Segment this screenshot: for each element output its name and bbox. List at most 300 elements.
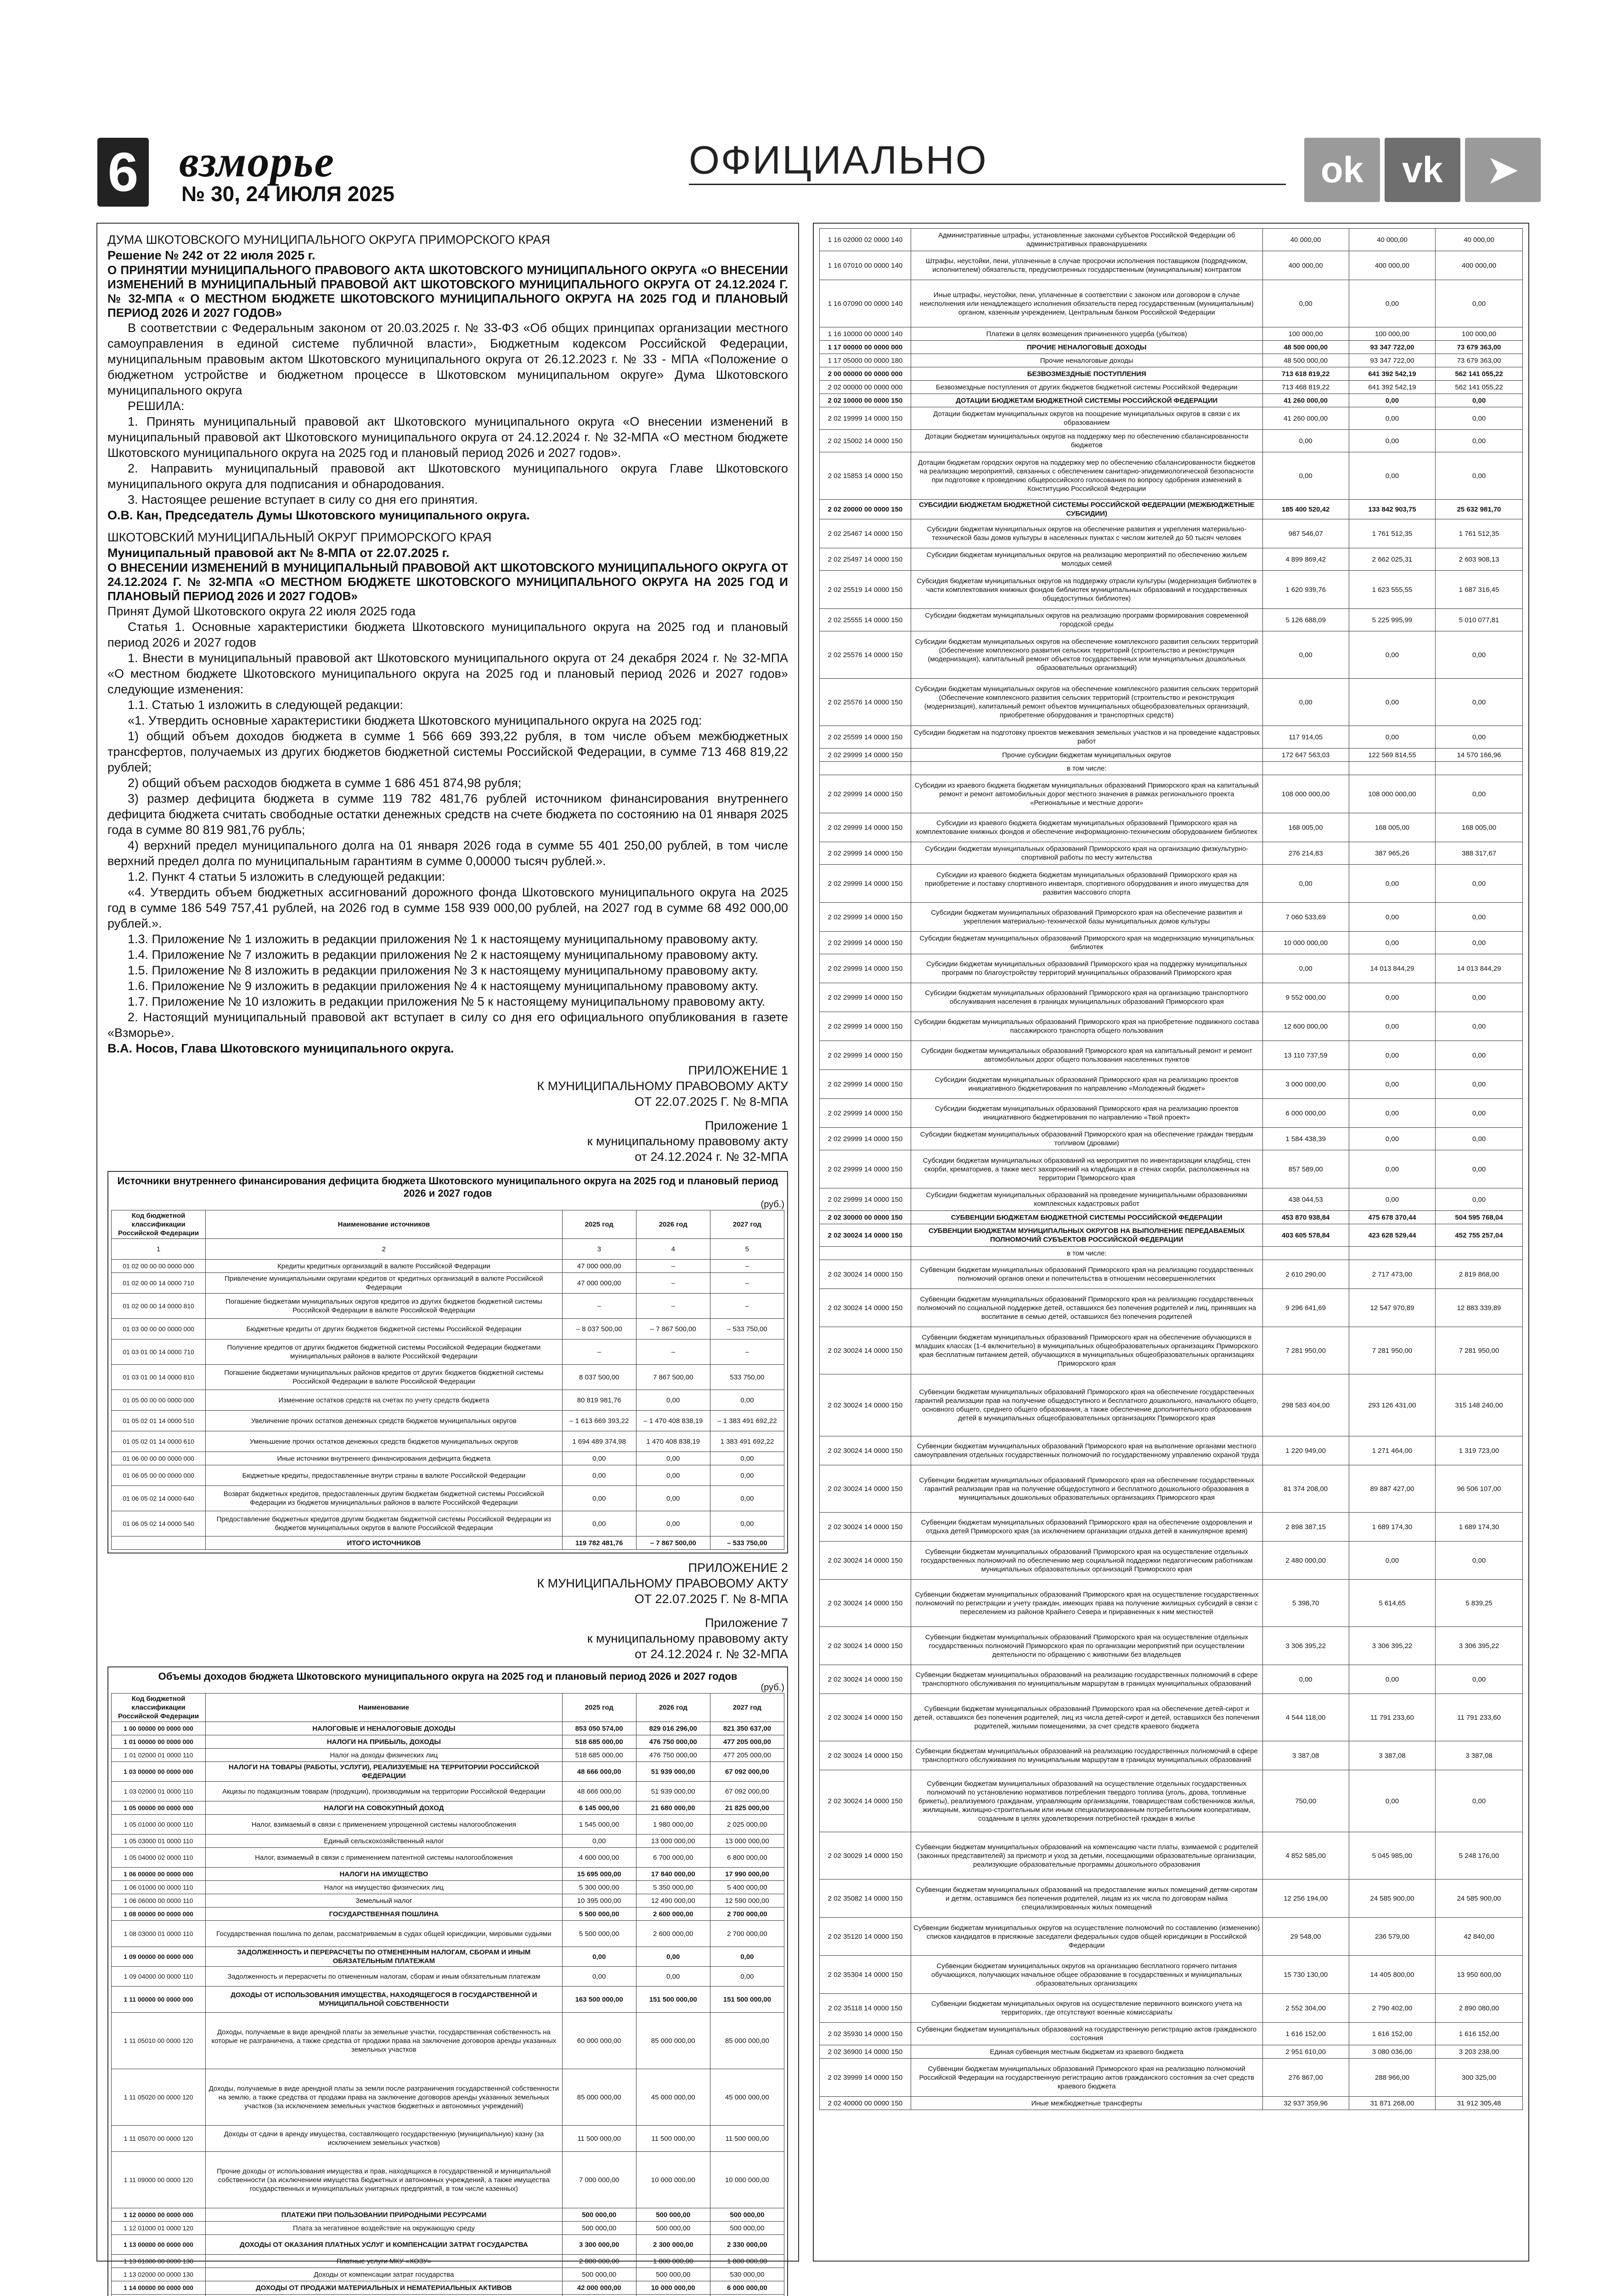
value-2027 <box>1436 1247 1523 1260</box>
table-row <box>820 1150 1523 1188</box>
value-2027: 17 990 000,00 <box>710 1868 784 1881</box>
telegram-icon[interactable]: ➤ <box>1465 138 1541 202</box>
appendix1-table <box>111 1210 784 1550</box>
row-name: Безвозмездные поступления от других бюджетов бюджетной системы Российской Федерации <box>911 381 1263 394</box>
newspaper-logo: взморье <box>179 136 335 187</box>
row-name: Платные услуги МКУ «ХОЗУ» <box>206 2255 562 2268</box>
table-row <box>820 903 1523 932</box>
value-2026: 0,00 <box>636 1465 710 1486</box>
table-row <box>820 932 1523 954</box>
row-name: Субсидии бюджетам муниципальных образований Приморского края на капитальный ремонт и ремонт автомобильных дорог общего пользования населенных пунктов <box>911 1041 1263 1070</box>
value-2027: 2 025 000,00 <box>710 1815 784 1835</box>
value-2026: 0,00 <box>1349 1099 1435 1128</box>
value-2026: 0,00 <box>1349 631 1435 679</box>
row-name: Субвенции бюджетам муниципальных образований на компенсацию части платы, взимаемой с родителей (законных представителей) за присмотр и уход за детьми, посещающими образовательные организации, реализующие образовательные программы дошкольного образования <box>911 1832 1263 1880</box>
row-code: 01 02 00 00 14 0000 810 <box>112 1294 206 1319</box>
row-code: 2 02 30024 14 0000 150 <box>820 1374 911 1436</box>
value-2026: 2 600 000,00 <box>636 1921 710 1947</box>
value-2026: 93 347 722,00 <box>1349 341 1435 354</box>
appendix2-title: Объемы доходов бюджета Шкотовского муниципального округа на 2025 год и плановый период 2026 и 2027 годов <box>111 1670 784 1683</box>
row-name: Субвенции бюджетам муниципальных округов на осуществление первичного воинского учета на территориях, где отсутствуют военные комиссариаты <box>911 1994 1263 2023</box>
table-row <box>112 2152 784 2208</box>
table-row <box>820 842 1523 865</box>
value-2025: 750,00 <box>1262 1770 1349 1832</box>
act-paragraph: 1.3. Приложение № 1 изложить в редакции приложения № 1 к настоящему муниципальному правовому акту. <box>107 931 788 947</box>
value-2025: 0,00 <box>562 1486 636 1511</box>
value-2026: 0,00 <box>1349 726 1435 748</box>
row-code: 2 02 29999 14 0000 150 <box>820 748 911 762</box>
row-name: Погашение бюджетами муниципальных районов кредитов от других бюджетов бюджетной системы Российской Федерации в валюте Российской Федерации <box>206 1365 562 1390</box>
row-name: Субвенции бюджетам муниципальных образований на реализацию государственных полномочий в сфере транспортного обслуживания по муниципальным маршрутам в границах муниципальных образований <box>911 1741 1263 1770</box>
row-code: 2 02 29999 14 0000 150 <box>820 1099 911 1128</box>
odnoklassniki-icon[interactable]: ok <box>1304 138 1380 202</box>
appendix1-sub: Приложение 1 <box>107 1118 788 1133</box>
table-row <box>112 1782 784 1801</box>
value-2025: 100 000,00 <box>1262 327 1349 341</box>
row-name: Налог, взимаемый в связи с применением упрощенной системы налогообложения <box>206 1815 562 1835</box>
value-2027: 3 306 395,22 <box>1436 1627 1523 1665</box>
value-2026: 0,00 <box>1349 407 1435 430</box>
value-2027: 73 679 363,00 <box>1436 354 1523 367</box>
row-name: Субвенции бюджетам муниципальных образований на государственную регистрацию актов гражданского состояния <box>911 2023 1263 2045</box>
value-2025: 0,00 <box>562 1835 636 1848</box>
table-row <box>820 1580 1523 1627</box>
row-name: Субвенции бюджетам муниципальных округов на осуществление полномочий по составлению (изменению) списков кандидатов в присяжные заседатели федеральных судов общей юрисдикции в Российской Федерации <box>911 1918 1263 1956</box>
value-2027: 0,00 <box>1436 1665 1523 1694</box>
row-name: Прочие неналоговые доходы <box>911 354 1263 367</box>
value-2027: 67 092 000,00 <box>710 1762 784 1782</box>
value-2026: 11 500 000,00 <box>636 2126 710 2152</box>
value-2026: 7 281 950,00 <box>1349 1327 1435 1374</box>
value-2027: 12 590 000,00 <box>710 1894 784 1908</box>
value-2027: 477 205 000,00 <box>710 1749 784 1762</box>
row-name: Иные штрафы, неустойки, пени, уплаченные в соответствии с законом или договором в случае неисполнения или ненадлежащего исполнения обязательств перед государственным (муниципальным) органом, казенным учреждением, Центральным банком Российской Федерации <box>911 280 1263 327</box>
table-row <box>820 1374 1523 1436</box>
row-code: 2 02 30024 14 0000 150 <box>820 1627 911 1665</box>
row-code: 2 02 29999 14 0000 150 <box>820 1188 911 1211</box>
row-code: 2 02 25599 14 0000 150 <box>820 726 911 748</box>
value-2027: 1 687 316,45 <box>1436 571 1523 609</box>
value-2027: 0,00 <box>1436 407 1523 430</box>
act-adopted: Принят Думой Шкотовского округа 22 июля 2025 года <box>107 603 788 619</box>
value-2026: 0,00 <box>1349 903 1435 932</box>
act-paragraph: 1.4. Приложение № 7 изложить в редакции приложения № 2 к настоящему муниципальному правовому акту. <box>107 947 788 962</box>
table-row <box>112 1908 784 1921</box>
value-2025: 5 398,70 <box>1262 1580 1349 1627</box>
act-paragraphs <box>107 619 788 1041</box>
appendix2-sub: Приложение 7 <box>107 1615 788 1631</box>
value-2025: – <box>562 1294 636 1319</box>
row-name: Погашение бюджетами муниципальных округов кредитов из других бюджетов бюджетной системы Российской Федерации в валюте Российской Федерации <box>206 1294 562 1319</box>
row-code: 2 02 29999 14 0000 150 <box>820 842 911 865</box>
row-code: 2 02 25555 14 0000 150 <box>820 609 911 631</box>
row-name: Получение кредитов от других бюджетов бюджетной системы Российской Федерации бюджетами муниципальных районов в валюте Российской Федерации <box>206 1339 562 1365</box>
value-2025: 1 694 489 374,98 <box>562 1431 636 1452</box>
value-2026: 1 689 174,30 <box>1349 1513 1435 1542</box>
value-2025: 15 695 000,00 <box>562 1868 636 1881</box>
right-column <box>813 223 1529 2262</box>
value-2025: 400 000,00 <box>1262 251 1349 280</box>
value-2025 <box>562 2295 636 2296</box>
value-2025: 1 616 152,00 <box>1262 2023 1349 2045</box>
value-2025: – <box>562 1339 636 1365</box>
table-row <box>820 519 1523 548</box>
row-code: 2 02 30024 14 0000 150 <box>820 1289 911 1327</box>
value-2026: 1 800 000,00 <box>636 2255 710 2268</box>
value-2025: 0,00 <box>1262 865 1349 903</box>
value-2025: 12 256 194,00 <box>1262 1880 1349 1918</box>
row-code: 1 06 01000 00 0000 110 <box>112 1881 206 1894</box>
value-2025: 713 618 819,22 <box>1262 367 1349 381</box>
row-name: ДОХОДЫ ОТ ПРОДАЖИ МАТЕРИАЛЬНЫХ И НЕМАТЕРИАЛЬНЫХ АКТИВОВ <box>206 2281 562 2295</box>
row-code: 2 02 15853 14 0000 150 <box>820 452 911 500</box>
value-2026 <box>1349 1247 1435 1260</box>
value-2027: 0,00 <box>1436 430 1523 452</box>
vk-icon[interactable]: vk <box>1385 138 1460 202</box>
value-2027: 0,00 <box>1436 903 1523 932</box>
appendix2-sub: к муниципальному правовому акту <box>107 1631 788 1646</box>
value-2027: 300 325,00 <box>1436 2059 1523 2097</box>
value-2025: 4 852 585,00 <box>1262 1832 1349 1880</box>
row-name: ДОХОДЫ ОТ ИСПОЛЬЗОВАНИЯ ИМУЩЕСТВА, НАХОДЯЩЕГОСЯ В ГОСУДАРСТВЕННОЙ И МУНИЦИПАЛЬНОЙ СОБСТВЕННОСТИ <box>206 1986 562 2013</box>
act-block <box>107 529 788 1056</box>
value-2025: 1 584 438,39 <box>1262 1128 1349 1150</box>
table-row <box>112 2013 784 2069</box>
value-2027: 821 350 637,00 <box>710 1722 784 1735</box>
value-2025: 10 000 000,00 <box>1262 932 1349 954</box>
value-2027: 21 825 000,00 <box>710 1801 784 1815</box>
table-row <box>112 1947 784 1967</box>
value-2025: 3 000 000,00 <box>1262 1070 1349 1099</box>
value-2027: 100 000,00 <box>1436 327 1523 341</box>
act-paragraph: 1.7. Приложение № 10 изложить в редакции приложения № 5 к настоящему муниципальному правовому акту. <box>107 994 788 1009</box>
value-2026: 829 016 296,00 <box>636 1722 710 1735</box>
row-name: Субвенции бюджетам муниципальных образований Приморского края на обеспечение государственных гарантий реализации прав на получение общедоступного и бесплатного дошкольного образования в муниципальных дошкольных образовательных организациях Приморского края <box>911 1465 1263 1513</box>
value-2025: 438 044,53 <box>1262 1188 1349 1211</box>
value-2025: 48 500 000,00 <box>1262 341 1349 354</box>
value-2025: 276 214,83 <box>1262 842 1349 865</box>
row-code: 1 01 02000 01 0000 110 <box>112 1749 206 1762</box>
row-name: Субвенции бюджетам муниципальных образований на реализацию государственных полномочий в сфере транспортного обслуживания по муниципальным маршрутам в границах муниципальных образований <box>911 1665 1263 1694</box>
value-2026: 11 791 233,60 <box>1349 1694 1435 1741</box>
value-2026: 476 750 000,00 <box>636 1749 710 1762</box>
appendix2-unit: (руб.) <box>111 1683 784 1693</box>
table-row <box>820 983 1523 1012</box>
value-2025: 85 000 000,00 <box>562 2069 636 2126</box>
row-name: Уменьшение прочих остатков денежных средств бюджетов муниципальных округов <box>206 1431 562 1452</box>
page-number: 6 <box>97 138 149 207</box>
column-header: 2027 год <box>710 1210 784 1239</box>
row-code: 1 03 00000 00 0000 000 <box>112 1762 206 1782</box>
row-name: НАЛОГИ НА ТОВАРЫ (РАБОТЫ, УСЛУГИ), РЕАЛИЗУЕМЫЕ НА ТЕРРИТОРИИ РОССИЙСКОЙ ФЕДЕРАЦИИ <box>206 1762 562 1782</box>
value-2025: 0,00 <box>562 1947 636 1967</box>
row-name: Субсидии бюджетам муниципальных образований Приморского края на организацию физкультурно-спортивной работы по месту жительства <box>911 842 1263 865</box>
row-code: 2 02 25576 14 0000 150 <box>820 679 911 726</box>
value-2026: 93 347 722,00 <box>1349 354 1435 367</box>
value-2025: 172 647 563,03 <box>1262 748 1349 762</box>
table-row <box>820 1260 1523 1289</box>
value-2027: 315 148 240,00 <box>1436 1374 1523 1436</box>
row-code: 1 09 04000 00 0000 110 <box>112 1967 206 1986</box>
row-name: Единая субвенция местным бюджетам из краевого бюджета <box>911 2045 1263 2059</box>
row-name: Субсидии из краевого бюджета бюджетам муниципальных образований Приморского края на приобретение и поставку спортивного инвентаря, спортивного оборудования и иного имущества для развития массового спорта <box>911 865 1263 903</box>
row-code: 1 05 04000 02 0000 110 <box>112 1848 206 1868</box>
value-2026: 108 000 000,00 <box>1349 775 1435 813</box>
value-2027: 533 750,00 <box>710 1365 784 1390</box>
table-row <box>820 2059 1523 2097</box>
row-name: Увеличение прочих остатков денежных средств бюджетов муниципальных округов <box>206 1411 562 1431</box>
row-code: 2 02 29999 14 0000 150 <box>820 1150 911 1188</box>
value-2027: 500 000,00 <box>710 2222 784 2235</box>
row-name: Доходы от компенсации затрат государства <box>206 2268 562 2281</box>
section-title: ОФИЦИАЛЬНО <box>689 138 988 183</box>
value-2025: 1 220 949,00 <box>1262 1436 1349 1465</box>
value-2027: 2 603 908,13 <box>1436 548 1523 571</box>
value-2025: 3 387,08 <box>1262 1741 1349 1770</box>
row-code: 2 02 39999 14 0000 150 <box>820 2059 911 2097</box>
row-name: Субвенции бюджетам муниципальных образований Приморского края на реализацию государственных полномочий по социальной поддержке детей, оставшихся без попечения родителей и лиц, принявших на воспитание в семью детей, оставшихся без попечения родителей <box>911 1289 1263 1327</box>
value-2027: – <box>710 1294 784 1319</box>
row-name: Доходы от сдачи в аренду имущества, составляющего государственную (муниципальную) казну (за исключением земельных участков) <box>206 2126 562 2152</box>
row-name: Субсидии из краевого бюджета бюджетам муниципальных образований Приморского края на капитальный ремонт и ремонт автомобильных дорог местного значения в рамках регионального проекта «Региональные и местные дороги» <box>911 775 1263 813</box>
row-code: 1 11 09000 00 0000 120 <box>112 2152 206 2208</box>
value-2027: 14 013 844,29 <box>1436 954 1523 983</box>
row-code: 2 02 30024 14 0000 150 <box>820 1260 911 1289</box>
row-name: Возврат бюджетных кредитов, предоставленных другим бюджетам бюджетной системы Российской Федерации из бюджетов муниципальных районов в валюте Российской Федерации <box>206 1486 562 1511</box>
value-2025: 42 000 000,00 <box>562 2281 636 2295</box>
row-name: Субсидии бюджетам муниципальных образований на мероприятия по инвентаризации кладбищ, стен скорби, крематориев, а также мест захоронений на кладбищах и в стенах скорби, расположенных на территории Приморского края <box>911 1150 1263 1188</box>
row-code: 2 02 19999 14 0000 150 <box>820 407 911 430</box>
row-name: Прочие субсидии бюджетам муниципальных округов <box>911 748 1263 762</box>
value-2026: 0,00 <box>1349 394 1435 407</box>
column-header: 2026 год <box>636 1694 710 1722</box>
row-name: в том числе: <box>911 762 1263 775</box>
row-code: 1 11 05020 00 0000 120 <box>112 2069 206 2126</box>
row-code: 1 12 01000 01 0000 120 <box>112 2222 206 2235</box>
value-2026: 0,00 <box>636 1486 710 1511</box>
value-2026: – 7 867 500,00 <box>636 1536 710 1550</box>
column-header: Код бюджетной классификации Российской Федерации <box>112 1694 206 1722</box>
value-2026: 0,00 <box>1349 1665 1435 1694</box>
table-row <box>112 1967 784 1986</box>
value-2026: 500 000,00 <box>636 2222 710 2235</box>
row-code: 2 02 10000 00 0000 150 <box>820 394 911 407</box>
row-name: Субвенции бюджетам муниципальных образований на предоставление жилых помещений детям-сиротам и детям, оставшимся без попечения родителей, лицам из их числа по договорам найма специализированных жилых помещений <box>911 1880 1263 1918</box>
row-name: ПЛАТЕЖИ ПРИ ПОЛЬЗОВАНИИ ПРИРОДНЫМИ РЕСУРСАМИ <box>206 2208 562 2222</box>
value-2027: 0,00 <box>1436 280 1523 327</box>
row-code: 01 06 05 02 14 0000 540 <box>112 1511 206 1536</box>
value-2027: 0,00 <box>1436 452 1523 500</box>
value-2026: 89 887 427,00 <box>1349 1465 1435 1513</box>
row-code: 1 11 00000 00 0000 000 <box>112 1986 206 2013</box>
row-code: 01 05 02 01 14 0000 610 <box>112 1431 206 1452</box>
appendix2-sub: от 24.12.2024 г. № 32-МПА <box>107 1646 788 1662</box>
row-code: 2 02 29999 14 0000 150 <box>820 903 911 932</box>
value-2025: 81 374 208,00 <box>1262 1465 1349 1513</box>
value-2027: 0,00 <box>710 1947 784 1967</box>
value-2027: 0,00 <box>1436 1770 1523 1832</box>
table-header-row <box>112 1210 784 1239</box>
table-row <box>112 1319 784 1339</box>
row-code: 1 16 07010 00 0000 140 <box>820 251 911 280</box>
value-2026: 0,00 <box>636 1947 710 1967</box>
table-row <box>820 631 1523 679</box>
table-row <box>820 1099 1523 1128</box>
value-2027: 562 141 055,22 <box>1436 381 1523 394</box>
row-name: Субвенции бюджетам муниципальных образований Приморского края на обеспечение оздоровления и отдыха детей Приморского края (за исключением организации отдыха детей в каникулярное время) <box>911 1513 1263 1542</box>
row-name: Привлечение муниципальными округами кредитов от кредитных организаций в валюте Российской Федерации <box>206 1273 562 1294</box>
row-name: Налог на имущество физических лиц <box>206 1881 562 1894</box>
value-2027: 11 791 233,60 <box>1436 1694 1523 1741</box>
value-2027: 10 000 000,00 <box>710 2152 784 2208</box>
act-title: О ВНЕСЕНИИ ИЗМЕНЕНИЙ В МУНИЦИПАЛЬНЫЙ ПРАВОВОЙ АКТ ШКОТОВСКОГО МУНИЦИПАЛЬНОГО ОКРУГА ОТ 24.12.2024 Г. № 32-МПА «О МЕСТНОМ БЮДЖЕТЕ ШКОТОВСКОГО МУНИЦИПАЛЬНОГО ОКРУГА НА 2025 ГОД И ПЛАНОВЫЙ ПЕРИОД 2026 И 2027 ГОДОВ» <box>107 561 788 603</box>
value-2025: – 8 037 500,00 <box>562 1319 636 1339</box>
table-row <box>112 1986 784 2013</box>
row-name: Дотации бюджетам муниципальных округов на поддержку мер по обеспечению сбалансированности бюджетов <box>911 430 1263 452</box>
table-row <box>820 1770 1523 1832</box>
value-2027: 0,00 <box>710 1452 784 1465</box>
column-header: 2026 год <box>636 1210 710 1239</box>
value-2027: 0,00 <box>1436 1128 1523 1150</box>
act-paragraph: 2. Настоящий муниципальный правовой акт вступает в силу со дня его официального опубликования в газете «Взморье». <box>107 1009 788 1041</box>
value-2025: 9 296 641,69 <box>1262 1289 1349 1327</box>
row-code: 01 02 00 00 00 0000 000 <box>112 1260 206 1273</box>
value-2026: 14 405 800,00 <box>1349 1956 1435 1994</box>
value-2027: 0,00 <box>1436 1542 1523 1580</box>
table-row <box>112 1339 784 1365</box>
value-2027: 24 585 900,00 <box>1436 1880 1523 1918</box>
value-2026: 3 387,08 <box>1349 1741 1435 1770</box>
appendix2-table <box>111 1693 784 2296</box>
value-2026: – <box>636 1260 710 1273</box>
act-paragraph: 1. Внести в муниципальный правовой акт Шкотовского муниципального округа от 24 декабря 2024 г. № 32-МПА «О местном бюджете Шкотовского муниципального округа на 2025 год и плановый период 2026 и 2027 годов» следующие изменения: <box>107 650 788 697</box>
table-row <box>820 679 1523 726</box>
value-2027: 1 689 174,30 <box>1436 1513 1523 1542</box>
row-name: Субвенции бюджетам муниципальных образований Приморского края на обеспечение детей-сирот и детей, оставшихся без попечения родителей, лиц из числа детей-сирот и детей, оставшихся без попечения родителей, жилыми помещениями, за счет средств краевого бюджета <box>911 1694 1263 1741</box>
value-2025: 1 545 000,00 <box>562 1815 636 1835</box>
row-code: 2 02 00000 00 0000 000 <box>820 381 911 394</box>
row-code: 2 02 30024 14 0000 150 <box>820 1665 911 1694</box>
table-row <box>112 1735 784 1749</box>
row-name: Субсидии бюджетам муниципальных образований Приморского края на обеспечение граждан твердым топливом (дровами) <box>911 1128 1263 1150</box>
row-code: 1 17 00000 00 0000 000 <box>820 341 911 354</box>
value-2026: 641 392 542,19 <box>1349 367 1435 381</box>
value-2025: 13 110 737,59 <box>1262 1041 1349 1070</box>
row-code: 2 02 29999 14 0000 150 <box>820 813 911 842</box>
row-name: НАЛОГОВЫЕ И НЕНАЛОГОВЫЕ ДОХОДЫ <box>206 1722 562 1735</box>
row-code: 2 02 30024 14 0000 150 <box>820 1465 911 1513</box>
value-2025: 4 544 118,00 <box>1262 1694 1349 1741</box>
row-name: Субсидии бюджетам на подготовку проектов межевания земельных участков и на проведение кадастровых работ <box>911 726 1263 748</box>
row-name: Налог, взимаемый в связи с применением патентной системы налогообложения <box>206 1848 562 1868</box>
value-2025: 7 281 950,00 <box>1262 1327 1349 1374</box>
act-paragraph: 1.1. Статью 1 изложить в следующей редакции: <box>107 697 788 713</box>
value-2027: 3 203 238,00 <box>1436 2045 1523 2059</box>
value-2025: 119 782 481,76 <box>562 1536 636 1550</box>
row-code: 1 14 00000 00 0000 000 <box>112 2281 206 2295</box>
value-2027: – 1 383 491 692,22 <box>710 1411 784 1431</box>
value-2027: 504 595 768,04 <box>1436 1211 1523 1224</box>
row-code: 1 17 05000 00 0000 180 <box>820 354 911 367</box>
value-2027: 5 248 176,00 <box>1436 1832 1523 1880</box>
value-2027: 2 700 000,00 <box>710 1921 784 1947</box>
appendix1-unit: (руб.) <box>111 1199 784 1210</box>
row-code: 2 02 25497 14 0000 150 <box>820 548 911 571</box>
value-2026: 51 939 000,00 <box>636 1782 710 1801</box>
row-code: 01 03 01 00 14 0000 710 <box>112 1339 206 1365</box>
act-signature: В.А. Носов, Глава Шкотовского муниципального округа. <box>107 1041 788 1056</box>
value-2027: 7 281 950,00 <box>1436 1327 1523 1374</box>
value-2026: 12 490 000,00 <box>636 1894 710 1908</box>
value-2026: – <box>636 1339 710 1365</box>
value-2025: 9 552 000,00 <box>1262 983 1349 1012</box>
value-2026: 5 045 985,00 <box>1349 1832 1435 1880</box>
value-2026: 12 547 970,89 <box>1349 1289 1435 1327</box>
act-paragraph: 1.5. Приложение № 8 изложить в редакции приложения № 3 к настоящему муниципальному правовому акту. <box>107 962 788 978</box>
value-2025: 403 605 578,84 <box>1262 1224 1349 1247</box>
table-row <box>820 381 1523 394</box>
value-2027: 5 010 077,81 <box>1436 609 1523 631</box>
row-code: 01 05 02 01 14 0000 510 <box>112 1411 206 1431</box>
value-2025: 0,00 <box>562 1452 636 1465</box>
row-code: 01 03 00 00 00 0000 000 <box>112 1319 206 1339</box>
row-code: 1 09 00000 00 0000 000 <box>112 1947 206 1967</box>
row-code: 1 08 03000 01 0000 110 <box>112 1921 206 1947</box>
act-paragraph: Статья 1. Основные характеристики бюджета Шкотовского муниципального округа на 2025 год и плановый период 2026 и 2027 годов <box>107 619 788 650</box>
value-2026: 0,00 <box>1349 932 1435 954</box>
table-row <box>112 2208 784 2222</box>
value-2026: 5 614,65 <box>1349 1580 1435 1627</box>
table-row <box>820 1627 1523 1665</box>
value-2025: 15 730 130,00 <box>1262 1956 1349 1994</box>
table-row <box>820 775 1523 813</box>
row-code: 2 02 29999 14 0000 150 <box>820 1041 911 1070</box>
appendix1-table-frame <box>107 1171 788 1553</box>
table-row <box>112 1452 784 1465</box>
value-2025: 163 500 000,00 <box>562 1986 636 2013</box>
column-number: 4 <box>636 1239 710 1260</box>
column-header: Наименование <box>206 1694 562 1722</box>
appendix1-label: К МУНИЦИПАЛЬНОМУ ПРАВОВОМУ АКТУ <box>107 1078 788 1094</box>
table-header-row <box>112 1694 784 1722</box>
row-code: 2 02 29999 14 0000 150 <box>820 865 911 903</box>
value-2027: 0,00 <box>710 1967 784 1986</box>
value-2026: 2 300 000,00 <box>636 2235 710 2255</box>
value-2027: 1 800 000,00 <box>710 2255 784 2268</box>
value-2026: 0,00 <box>1349 1012 1435 1041</box>
value-2026: 0,00 <box>1349 1150 1435 1188</box>
column-header: Наименование источников <box>206 1210 562 1239</box>
row-name: Иные межбюджетные трансферты <box>911 2097 1263 2110</box>
value-2026: 0,00 <box>1349 1041 1435 1070</box>
value-2025: 0,00 <box>1262 954 1349 983</box>
value-2027: 530 000,00 <box>710 2268 784 2281</box>
table-row <box>820 430 1523 452</box>
row-name: Иные источники внутреннего финансирования дефицита бюджета <box>206 1452 562 1465</box>
value-2027: 6 800 000,00 <box>710 1848 784 1868</box>
value-2027: 0,00 <box>1436 726 1523 748</box>
table-row <box>112 1881 784 1894</box>
row-name: Доходы, получаемые в виде арендной платы за земельные участки, государственная собственность на которые не разграничена, а также средства от продажи права на заключение договоров аренды указанных земельных участков <box>206 2013 562 2069</box>
value-2027: 0,00 <box>710 1486 784 1511</box>
value-2025: 518 685 000,00 <box>562 1749 636 1762</box>
act-paragraph: «1. Утвердить основные характеристики бюджета Шкотовского муниципального округа на 2025 год: <box>107 713 788 728</box>
column-header: 2027 год <box>710 1694 784 1722</box>
value-2027: 0,00 <box>1436 1188 1523 1211</box>
act-number: Муниципальный правовой акт № 8-МПА от 22.07.2025 г. <box>107 545 788 561</box>
value-2026: 0,00 <box>1349 1542 1435 1580</box>
value-2026: 3 080 036,00 <box>1349 2045 1435 2059</box>
